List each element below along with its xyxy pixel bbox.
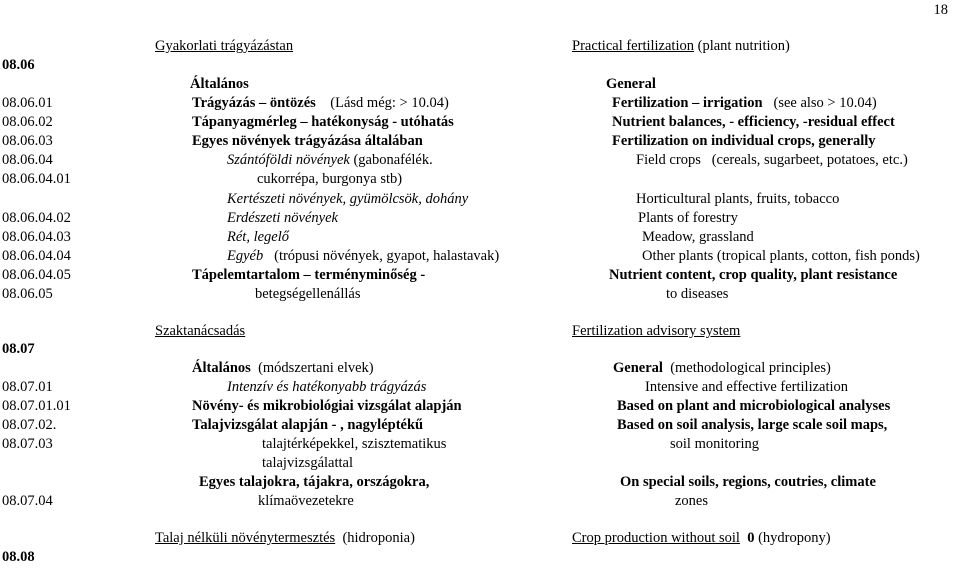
row-code: 08.06.04.01 [2, 171, 71, 187]
row-hu-extra: (gabonafélék. [353, 152, 433, 168]
row-en-extra: (cereals, sugarbeet, potatoes, etc.) [711, 152, 908, 168]
section-heading-hu: Szaktanácsadás [155, 323, 246, 339]
row-en: Nutrient content, crop quality, plant resistance [609, 267, 898, 283]
row-hu: Intenzív és hatékonyabb trágyázás [227, 379, 427, 395]
row-en-term: Fertilization – irrigation [612, 95, 763, 111]
row-en: to diseases [666, 286, 729, 302]
row-hu-extra: (módszertani elvek) [258, 360, 374, 376]
row-hu: Rét, legelő [227, 229, 290, 245]
row-code: 08.06.04.05 [2, 267, 71, 283]
page-number: 18 [933, 2, 948, 18]
row-hu [192, 360, 374, 376]
section-heading-hu [155, 530, 415, 546]
row-code: 08.06.04 [2, 152, 53, 168]
row-code: 08.07.03 [2, 436, 53, 452]
row-en: soil monitoring [670, 436, 760, 452]
row-hu [227, 152, 433, 168]
row-en [636, 152, 908, 168]
section-heading-en-text: Crop production without soil [572, 530, 740, 546]
row-hu-term: Trágyázás – öntözés [192, 95, 316, 111]
row-en: Nutrient balances, - efficiency, -residual effect [612, 114, 895, 130]
row-en [612, 95, 877, 111]
row-code: 08.06.04.03 [2, 229, 71, 245]
row-hu: Egyes növények trágyázása általában [192, 133, 423, 149]
row-hu: cukorrépa, burgonya stb) [257, 171, 403, 187]
row-en: Meadow, grassland [642, 229, 754, 245]
row-code: 08.06.03 [2, 133, 53, 149]
section-heading-en-suffix: (hydropony) [758, 530, 831, 546]
row-hu: klímaövezetekre [258, 493, 354, 509]
section-heading-en-suffix: (plant nutrition) [697, 38, 790, 54]
section-code: 08.07 [2, 341, 35, 357]
row-code: 08.06.02 [2, 114, 53, 130]
section-heading-hu: Gyakorlati trágyázástan [155, 38, 294, 54]
row-hu-extra: (trópusi növények, gyapot, halastavak) [274, 248, 500, 264]
section-heading-en [572, 38, 790, 54]
row-hu-term: Szántóföldi növények [227, 152, 350, 168]
section-code: 08.08 [2, 549, 35, 565]
row-en [613, 360, 831, 376]
row-en: On special soils, regions, coutries, climate [620, 474, 876, 490]
section-heading-hu-suffix: (hidroponia) [342, 530, 415, 546]
row-hu-term: Egyéb [227, 248, 264, 264]
row-en-extra: (see also > 10.04) [773, 95, 877, 111]
row-en-extra: (methodological principles) [670, 360, 831, 376]
row-code: 08.06.05 [2, 286, 53, 302]
row-en: Fertilization on individual crops, generally [612, 133, 876, 149]
row-hu: betegségellenállás [255, 286, 361, 302]
row-hu: talajtérképekkel, szisztematikus [262, 436, 447, 452]
row-en-term: Field crops [636, 152, 701, 168]
row-hu: Erdészeti növények [227, 210, 338, 226]
row-hu: Növény- és mikrobiológiai vizsgálat alapján [192, 398, 462, 414]
row-hu [192, 95, 449, 111]
row-code: 08.06.04.02 [2, 210, 71, 226]
row-en: zones [675, 493, 709, 509]
row-code: 08.07.02. [2, 417, 57, 433]
section-heading-hu-text: Talaj nélküli növénytermesztés [155, 530, 336, 546]
section-heading-en-text: Practical fertilization [572, 38, 694, 54]
section-heading-en [572, 530, 831, 546]
section-heading-en: Fertilization advisory system [572, 323, 741, 339]
row-hu: Általános [190, 76, 249, 92]
row-en: Intensive and effective fertilization [645, 379, 849, 395]
row-hu: talajvizsgálattal [262, 455, 353, 471]
row-en: Based on soil analysis, large scale soil maps, [617, 417, 888, 433]
row-hu: Talajvizsgálat alapján - , nagyléptékű [192, 417, 424, 433]
row-hu: Tápelemtartalom – terményminőség - [192, 267, 426, 283]
row-code: 08.07.01.01 [2, 398, 71, 414]
row-code: 08.07.01 [2, 379, 53, 395]
row-hu: Egyes talajokra, tájakra, országokra, [199, 474, 430, 490]
row-code: 08.06.01 [2, 95, 53, 111]
row-en-term: General [613, 360, 663, 376]
section-heading-en-number: 0 [747, 530, 755, 546]
row-en: Horticultural plants, fruits, tobacco [636, 191, 840, 207]
row-code: 08.07.04 [2, 493, 53, 509]
row-hu: Tápanyagmérleg – hatékonyság - utóhatás [192, 114, 454, 130]
section-code: 08.06 [2, 57, 35, 73]
row-hu [227, 248, 499, 264]
row-code: 08.06.04.04 [2, 248, 71, 264]
row-hu-extra: (Lásd még: > 10.04) [330, 95, 449, 111]
row-en: Based on plant and microbiological analyses [617, 398, 891, 414]
row-en: Other plants (tropical plants, cotton, fish ponds) [642, 248, 920, 264]
row-hu: Kertészeti növények, gyümölcsök, dohány [227, 191, 469, 207]
row-en: Plants of forestry [638, 210, 738, 226]
row-hu-term: Általános [192, 360, 251, 376]
row-en: General [606, 76, 656, 92]
